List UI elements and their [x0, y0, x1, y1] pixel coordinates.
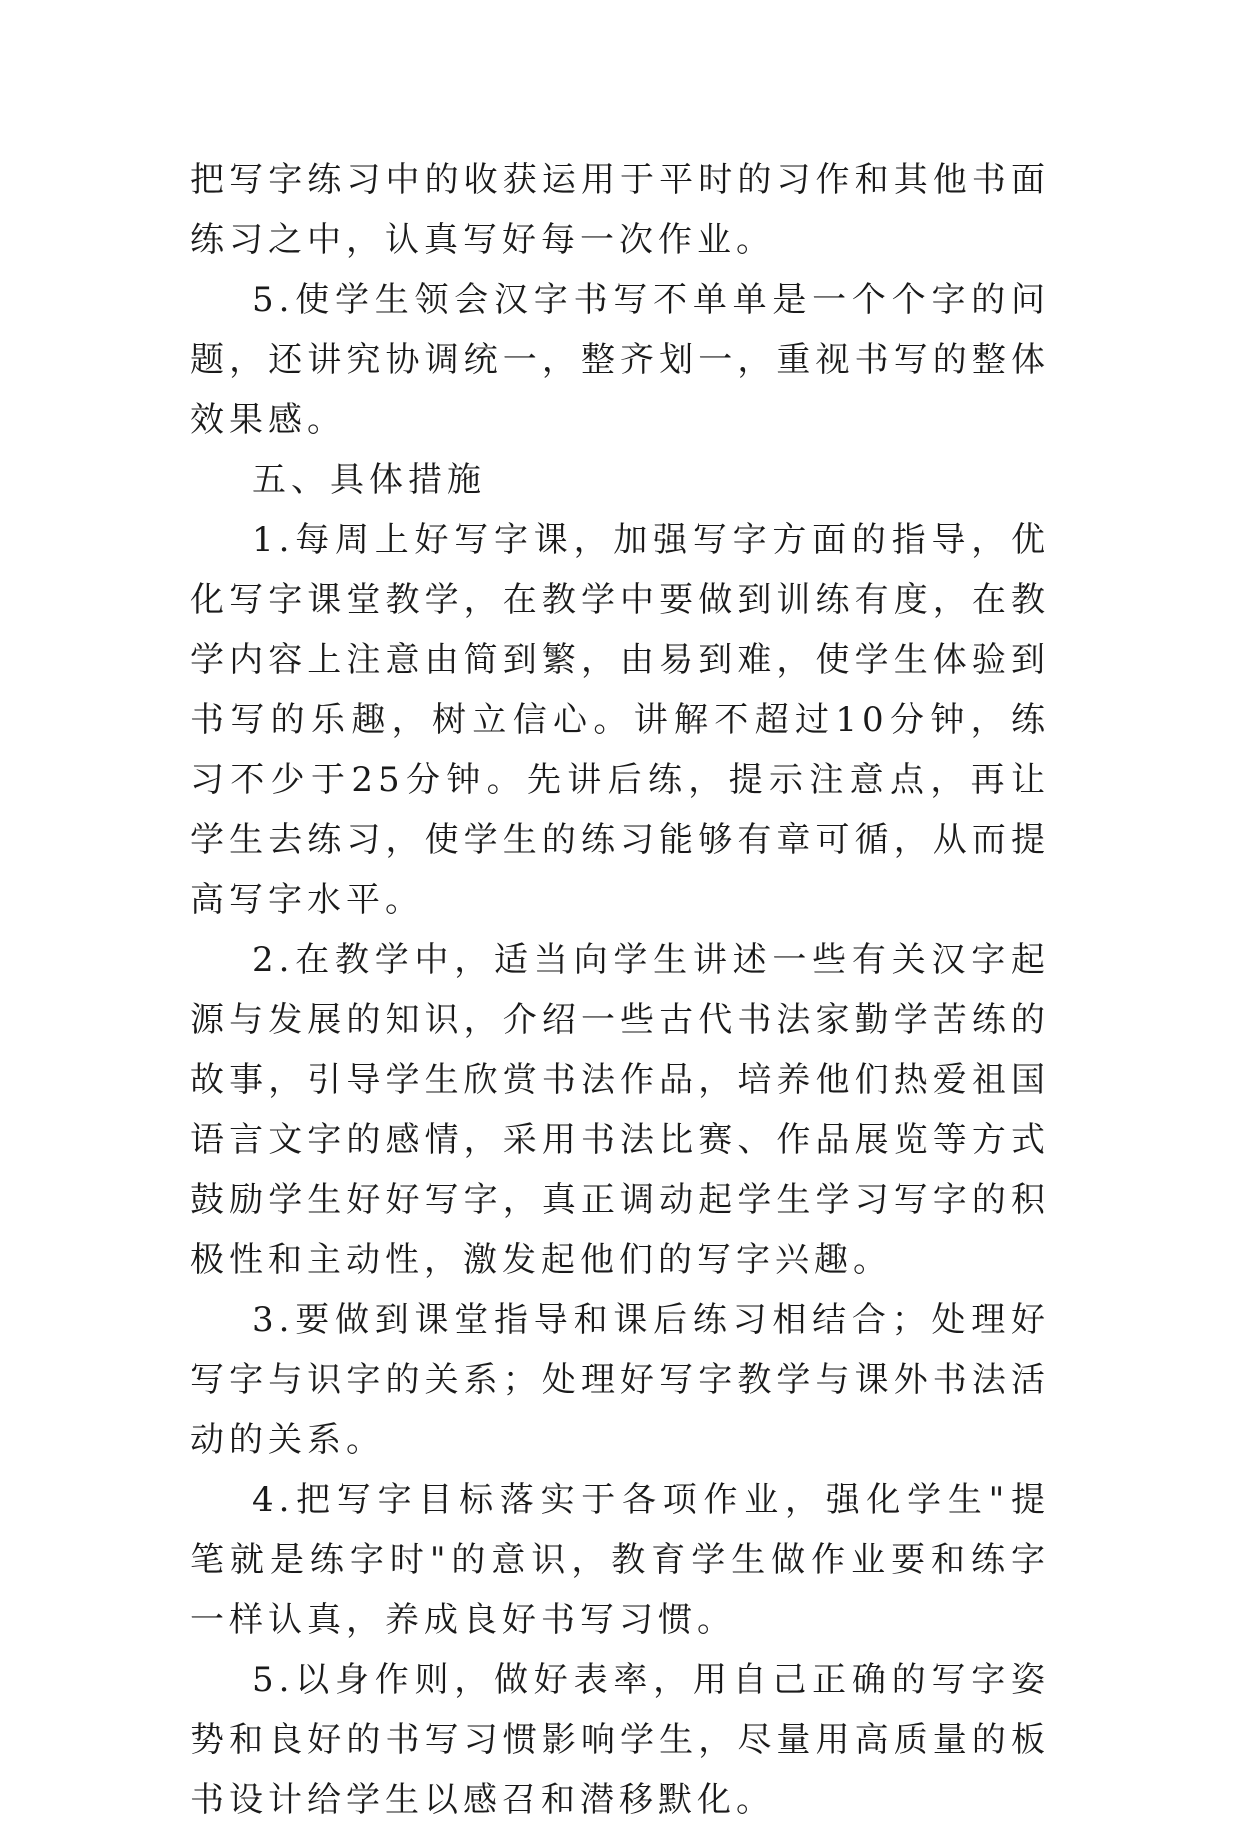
paragraph-item-5-goal: 5.使学生领会汉字书写不单单是一个个字的问题，还讲究协调统一，整齐划一，重视书写的整体效果感。 [190, 280, 1050, 440]
document-body [190, 150, 1050, 1830]
paragraph-measure-2: 2.在教学中，适当向学生讲述一些有关汉字起源与发展的知识，介绍一些古代书法家勤学苦练的故事，引导学生欣赏书法作品，培养他们热爱祖国语言文字的感情，采用书法比赛、作品展览等方式鼓励学生好好写字，真正调动起学生学习写字的积极性和主动性，激发起他们的写字兴趣。 [190, 940, 1050, 1280]
paragraph-measure-4: 4.把写字目标落实于各项作业，强化学生"提笔就是练字时"的意识，教育学生做作业要和练字一样认真，养成良好书写习惯。 [190, 1480, 1050, 1640]
section-heading-measures: 五、具体措施 [252, 460, 486, 500]
paragraph-measure-5: 5.以身作则，做好表率，用自己正确的写字姿势和良好的书写习惯影响学生，尽量用高质量的板书设计给学生以感召和潜移默化。 [190, 1660, 1050, 1820]
paragraph-continuation: 把写字练习中的收获运用于平时的习作和其他书面练习之中，认真写好每一次作业。 [190, 160, 1050, 260]
paragraph-measure-1: 1.每周上好写字课，加强写字方面的指导，优化写字课堂教学，在教学中要做到训练有度，在教学内容上注意由简到繁，由易到难，使学生体验到书写的乐趣，树立信心。讲解不超过10分钟，练习不少于25分钟。先讲后练，提示注意点，再让学生去练习，使学生的练习能够有章可循，从而提高写字水平。 [190, 520, 1050, 920]
paragraph-measure-3: 3.要做到课堂指导和课后练习相结合；处理好写字与识字的关系；处理好写字教学与课外书法活动的关系。 [190, 1300, 1050, 1460]
